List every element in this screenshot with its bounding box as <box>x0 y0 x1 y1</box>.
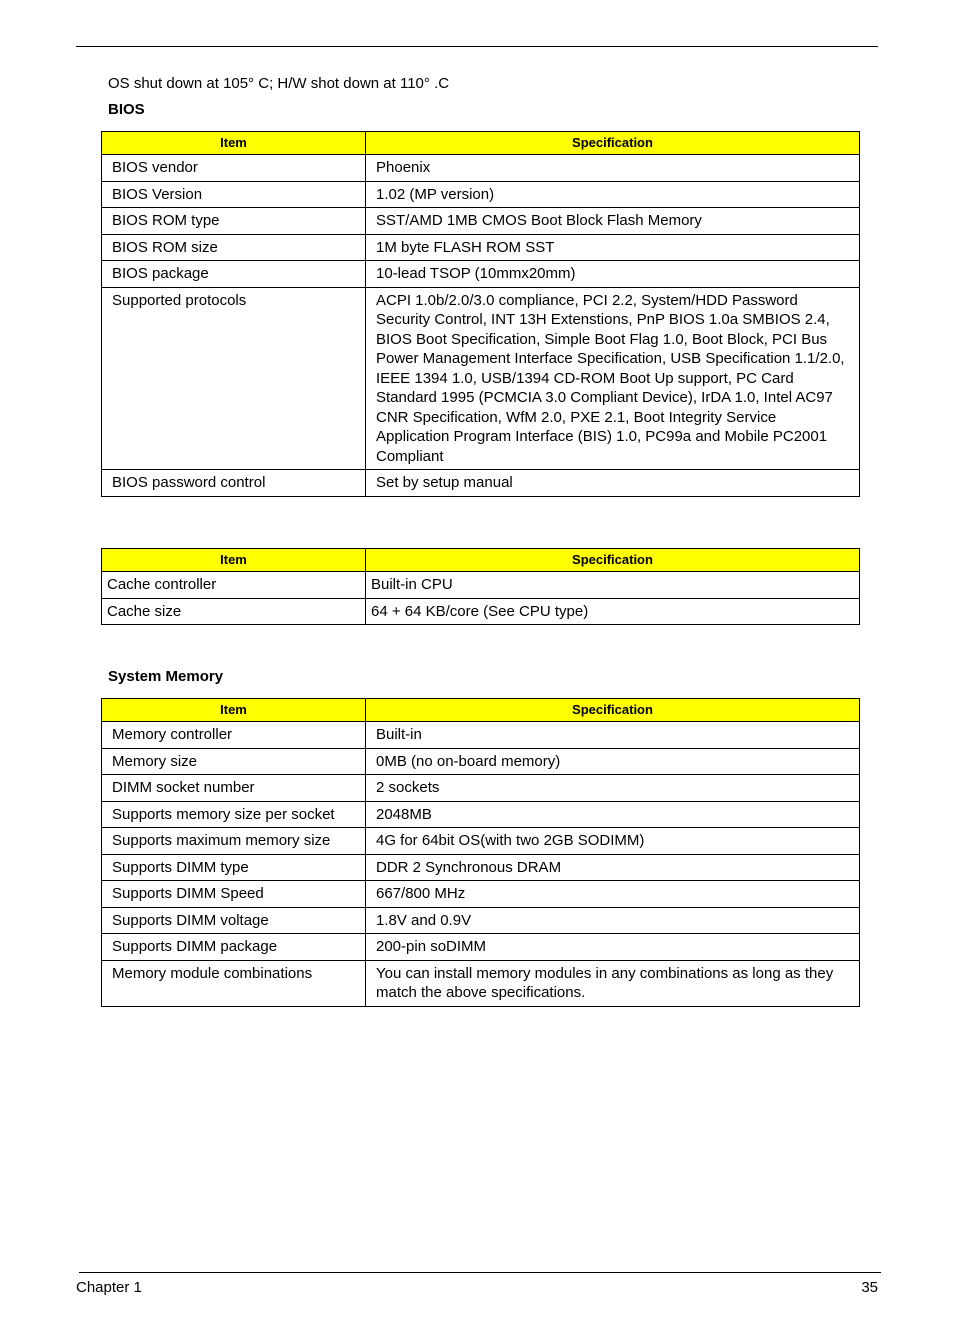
table-header-row <box>102 132 860 155</box>
item-cell: BIOS Version <box>102 181 366 208</box>
table-row <box>102 470 860 497</box>
specification-cell: 2 sockets <box>366 775 860 802</box>
bios-spec-table <box>101 131 860 497</box>
item-cell: DIMM socket number <box>102 775 366 802</box>
item-cell: Supports memory size per socket <box>102 801 366 828</box>
specification-cell: 2048MB <box>366 801 860 828</box>
specification-cell: Built-in <box>366 722 860 749</box>
item-cell: Supports DIMM type <box>102 854 366 881</box>
specification-cell: 1.8V and 0.9V <box>366 907 860 934</box>
table-row <box>102 775 860 802</box>
table-row <box>102 960 860 1006</box>
item-cell: BIOS ROM type <box>102 208 366 235</box>
table-row <box>102 801 860 828</box>
item-cell: Supported protocols <box>102 287 366 470</box>
header-rule <box>76 46 878 47</box>
memory-spec-table <box>101 698 860 1007</box>
specification-cell: 4G for 64bit OS(with two 2GB SODIMM) <box>366 828 860 855</box>
footer-rule <box>79 1272 881 1273</box>
footer-chapter: Chapter 1 <box>76 1279 142 1296</box>
specification-cell: Phoenix <box>366 155 860 182</box>
specification-cell: You can install memory modules in any combinations as long as they match the above specifications. <box>366 960 860 1006</box>
item-cell: BIOS ROM size <box>102 234 366 261</box>
table-row <box>102 748 860 775</box>
item-cell: Memory size <box>102 748 366 775</box>
item-cell: Memory controller <box>102 722 366 749</box>
table-row <box>102 234 860 261</box>
item-cell: Cache controller <box>102 572 366 599</box>
table-row <box>102 598 860 625</box>
table-row <box>102 934 860 961</box>
table-row <box>102 907 860 934</box>
specification-cell: 1.02 (MP version) <box>366 181 860 208</box>
item-cell: BIOS vendor <box>102 155 366 182</box>
bios-section-title: BIOS <box>108 101 145 118</box>
table-row <box>102 261 860 288</box>
item-cell: BIOS password control <box>102 470 366 497</box>
specification-cell: 667/800 MHz <box>366 881 860 908</box>
specification-cell: DDR 2 Synchronous DRAM <box>366 854 860 881</box>
table-row <box>102 155 860 182</box>
item-cell: Supports DIMM voltage <box>102 907 366 934</box>
item-cell: Supports maximum memory size <box>102 828 366 855</box>
item-cell: BIOS package <box>102 261 366 288</box>
table-row <box>102 722 860 749</box>
table-header-row <box>102 549 860 572</box>
table-row <box>102 287 860 470</box>
cache-spec-table <box>101 548 860 625</box>
column-header-item: Item <box>102 132 366 155</box>
footer-page-number: 35 <box>861 1279 878 1296</box>
table-row <box>102 854 860 881</box>
specification-cell: ACPI 1.0b/2.0/3.0 compliance, PCI 2.2, System/HDD Password Security Control, INT 13H Extenstions, PnP BIOS 1.0a SMBIOS 2.4, BIOS Boot Specification, Simple Boot Flag 1.0, Boot Block, PCI Bus Power Management Interface Specification, USB Specification 1.1/2.0, IEEE 1394 1.0, USB/1394 CD-ROM Boot Up support, PC Card Standard 1995 (PCMCIA 3.0 Compliant Device), IrDA 1.0, Intel AC97 CNR Specification, WfM 2.0, PXE 2.1, Boot Integrity Service Application Program Interface (BIS) 1.0, PC99a and Mobile PC2001 Compliant <box>366 287 860 470</box>
table-row <box>102 828 860 855</box>
item-cell: Memory module combinations <box>102 960 366 1006</box>
column-header-specification: Specification <box>366 549 860 572</box>
table-row <box>102 881 860 908</box>
column-header-item: Item <box>102 549 366 572</box>
specification-cell: Set by setup manual <box>366 470 860 497</box>
table-row <box>102 181 860 208</box>
specification-cell: 200-pin soDIMM <box>366 934 860 961</box>
table-row <box>102 572 860 599</box>
table-header-row <box>102 699 860 722</box>
specification-cell: Built-in CPU <box>366 572 860 599</box>
item-cell: Cache size <box>102 598 366 625</box>
specification-cell: SST/AMD 1MB CMOS Boot Block Flash Memory <box>366 208 860 235</box>
column-header-specification: Specification <box>366 699 860 722</box>
system-memory-section-title: System Memory <box>108 668 224 685</box>
specification-cell: 1M byte FLASH ROM SST <box>366 234 860 261</box>
specification-cell: 64 + 64 KB/core (See CPU type) <box>366 598 860 625</box>
specification-cell: 10-lead TSOP (10mmx20mm) <box>366 261 860 288</box>
column-header-specification: Specification <box>366 132 860 155</box>
column-header-item: Item <box>102 699 366 722</box>
item-cell: Supports DIMM package <box>102 934 366 961</box>
thermal-shutdown-note: OS shut down at 105° C; H/W shot down at 110° .C <box>108 75 450 92</box>
item-cell: Supports DIMM Speed <box>102 881 366 908</box>
table-row <box>102 208 860 235</box>
specification-cell: 0MB (no on-board memory) <box>366 748 860 775</box>
